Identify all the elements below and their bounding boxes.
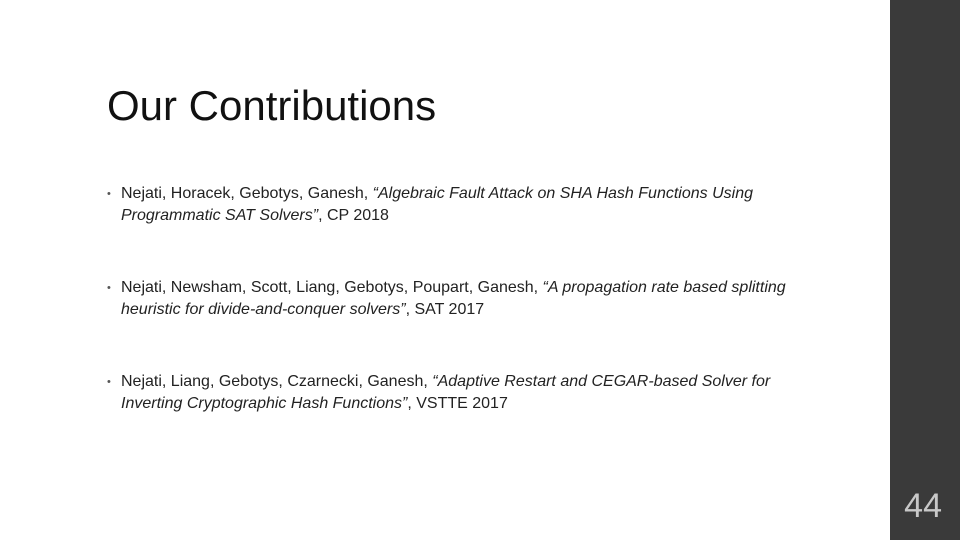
sidebar-bar [890,0,960,540]
slide-number: 44 [904,487,942,525]
reference-authors: Nejati, Liang, Gebotys, Czarnecki, Ganesh, [121,373,433,390]
reference-list [107,183,787,465]
reference-authors: Nejati, Newsham, Scott, Liang, Gebotys, Poupart, Ganesh, [121,279,543,296]
bullet-icon: • [107,188,111,200]
reference-venue: , CP 2018 [318,207,389,224]
reference-item [107,183,787,227]
reference-venue: , SAT 2017 [405,301,485,318]
reference-title: “Algebraic Fault Attack on SHA Hash Functions Using Programmatic SAT Solvers” [121,185,753,224]
reference-item [107,371,787,415]
bullet-icon: • [107,282,111,294]
reference-title: “Adaptive Restart and CEGAR-based Solver for Inverting Cryptographic Hash Functions” [121,373,771,412]
reference-authors: Nejati, Horacek, Gebotys, Ganesh, [121,185,373,202]
reference-item [107,277,787,321]
reference-venue: , VSTTE 2017 [407,395,508,412]
bullet-icon: • [107,376,111,388]
reference-title: “A propagation rate based splitting heuristic for divide-and-conquer solvers” [121,279,786,318]
slide-title: Our Contributions [107,82,437,129]
